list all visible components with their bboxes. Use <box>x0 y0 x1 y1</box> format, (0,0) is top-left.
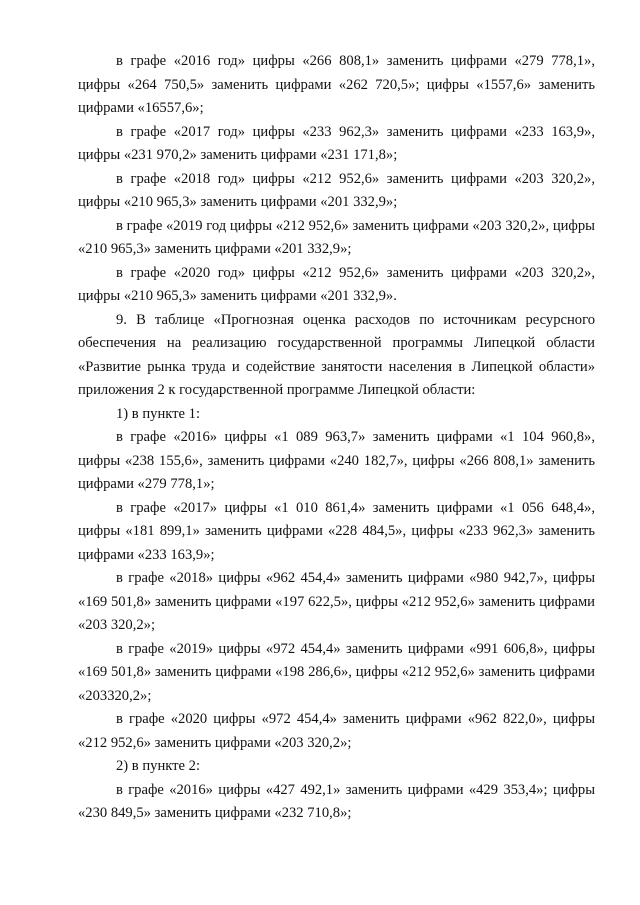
paragraph-subitem-2: 2) в пункте 2: <box>116 758 201 774</box>
paragraph-2017-year: в графе «2017 год» цифры «233 962,3» заменить цифрами «233 163,9», цифры «231 970,2» заменить цифрами «231 171,8»; <box>78 123 595 163</box>
document-body <box>78 50 595 826</box>
paragraph-column-2019: в графе «2019» цифры «972 454,4» заменить цифрами «991 606,8», цифры «169 501,8» заменить цифрами «198 286,6», цифры «212 952,6» заменить цифрами «203320,2»; <box>78 640 595 704</box>
paragraph-column-2016: в графе «2016» цифры «1 089 963,7» заменить цифрами «1 104 960,8», цифры «238 155,6», заменить цифрами «240 182,7», цифры «266 808,1» заменить цифрами «279 778,1»; <box>78 429 595 492</box>
paragraph-item-9: 9. В таблице «Прогнозная оценка расходов по источникам ресурсного обеспечения на реализацию государственной программы Липецкой области «Развитие рынка труда и содействие занятости населения в Липецкой области» приложения 2 к государственной программе Липецкой области: <box>78 311 595 398</box>
paragraph-2020-year: в графе «2020 год» цифры «212 952,6» заменить цифрами «203 320,2», цифры «210 965,3» заменить цифрами «201 332,9». <box>78 264 595 304</box>
paragraph-subitem-1: 1) в пункте 1: <box>116 405 201 422</box>
paragraph-column-2018: в графе «2018» цифры «962 454,4» заменить цифрами «980 942,7», цифры «169 501,8» заменить цифрами «197 622,5», цифры «212 952,6» заменить цифрами «203 320,2»; <box>78 570 595 633</box>
paragraph-column-2020: в графе «2020 цифры «972 454,4» заменить цифрами «962 822,0», цифры «212 952,6» заменить цифрами «203 320,2»; <box>78 711 595 751</box>
paragraph-2019-year: в графе «2019 год цифры «212 952,6» заменить цифрами «203 320,2», цифры «210 965,3» заменить цифрами «201 332,9»; <box>78 217 595 257</box>
paragraph-2016-year: в графе «2016 год» цифры «266 808,1» заменить цифрами «279 778,1», цифры «264 750,5» заменить цифрами «262 720,5»; цифры «1557,6» заменить цифрами «16557,6»; <box>78 53 595 116</box>
paragraph-subitem-2-column-2016: в графе «2016» цифры «427 492,1» заменить цифрами «429 353,4»; цифры «230 849,5» заменить цифрами «232 710,8»; <box>78 781 595 821</box>
paragraph-column-2017: в графе «2017» цифры «1 010 861,4» заменить цифрами «1 056 648,4», цифры «181 899,1» заменить цифрами «228 484,5», цифры «233 962,3» заменить цифрами «233 163,9»; <box>78 499 595 563</box>
paragraph-2018-year: в графе «2018 год» цифры «212 952,6» заменить цифрами «203 320,2», цифры «210 965,3» заменить цифрами «201 332,9»; <box>78 170 595 210</box>
